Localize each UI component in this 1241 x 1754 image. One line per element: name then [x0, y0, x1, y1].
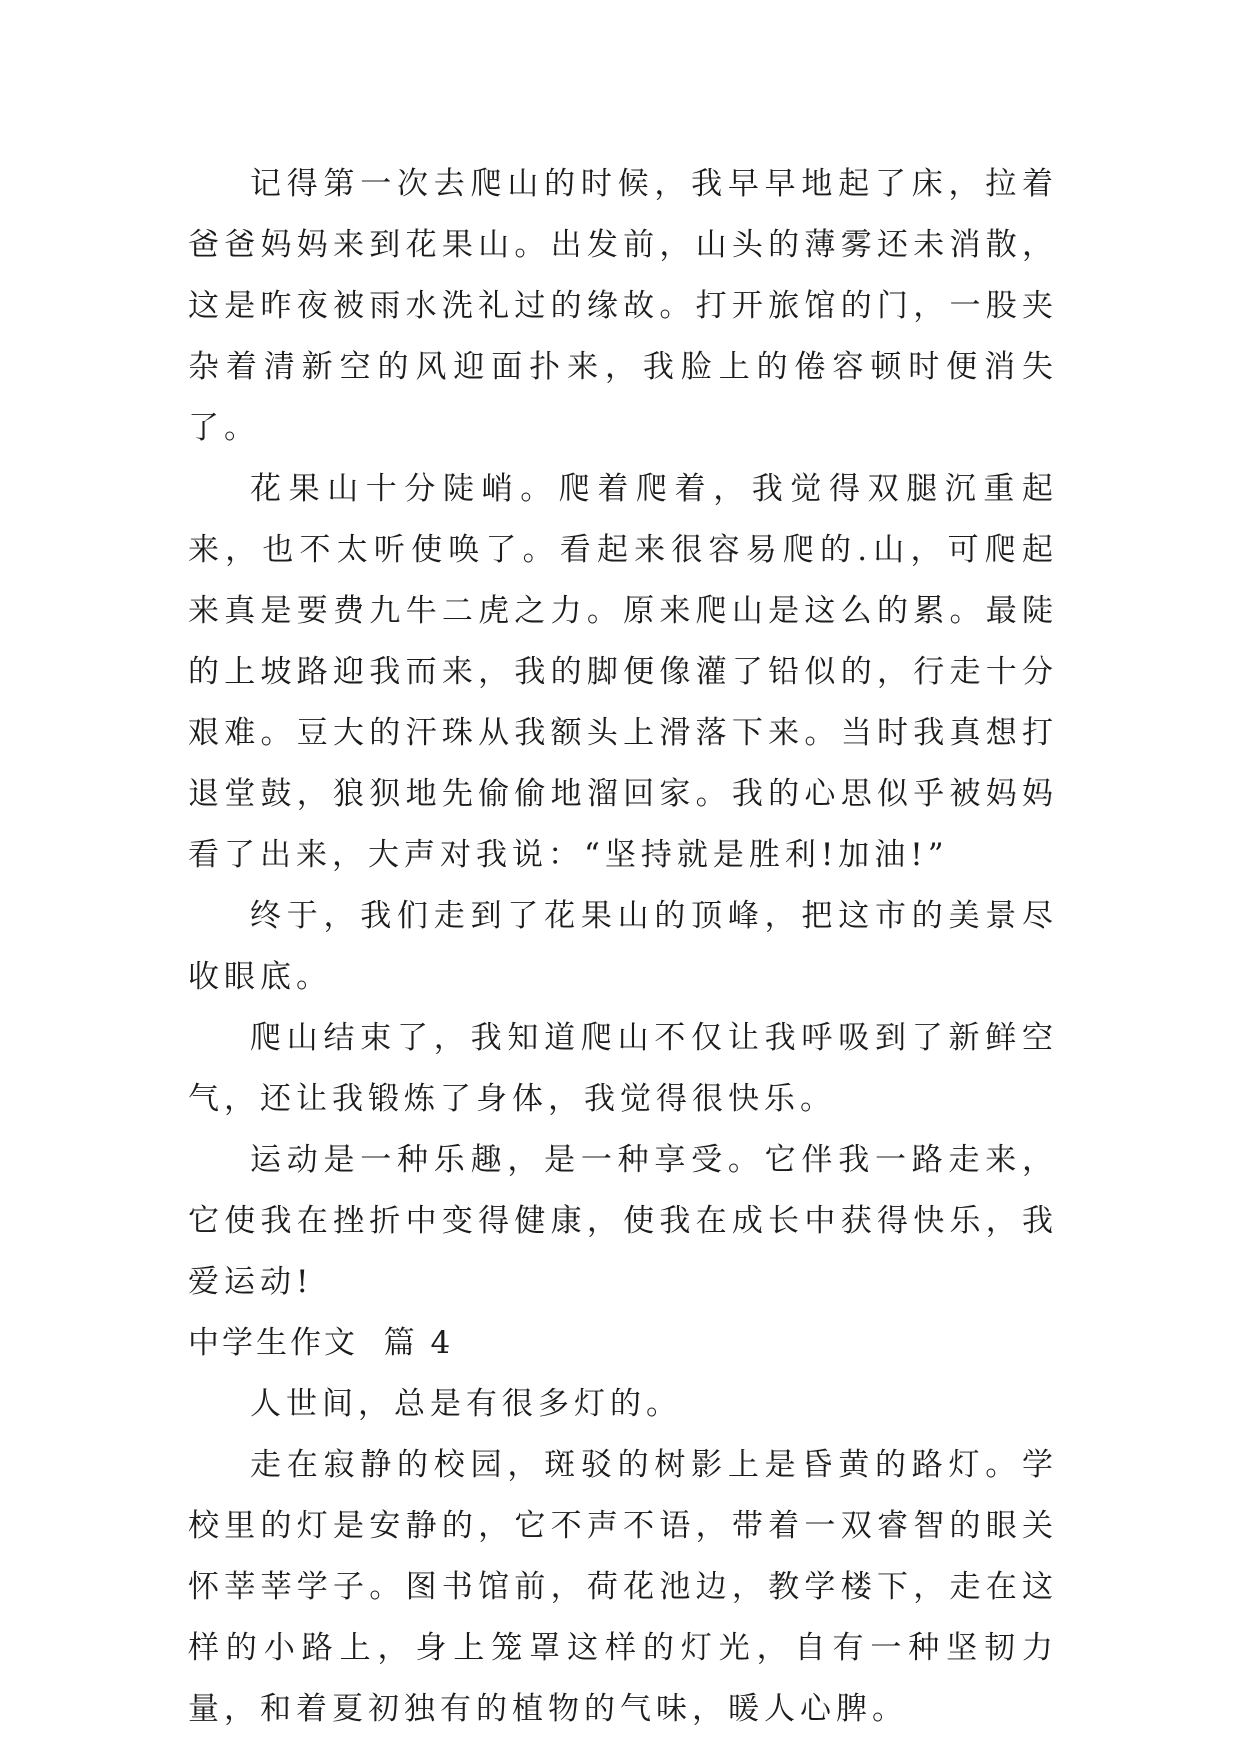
paragraph-3: 终于，我们走到了花果山的顶峰，把这市的美景尽收眼底。 — [188, 898, 1058, 995]
paragraph-6: 人世间，总是有很多灯的。 — [250, 1386, 682, 1422]
paragraph-2: 花果山十分陡峭。爬着爬着，我觉得双腿沉重起来，也不太听使唤了。看起来很容易爬的.山，可爬起来真是要费九牛二虎之力。原来爬山是这么的累。最陡的上坡路迎我而来，我的脚便像灌了铅似的，行走十分艰难。豆大的汗珠从我额头上滑落下来。当时我真想打退堂鼓，狼狈地先偷偷地溜回家。我的心思似乎被妈妈看了出来，大声对我说：“坚持就是胜利!加油!” — [188, 471, 1058, 873]
paragraph-1: 记得第一次去爬山的时候，我早早地起了床，拉着爸爸妈妈来到花果山。出发前，山头的薄雾还未消散，这是昨夜被雨水洗礼过的缘故。打开旅馆的门，一股夹杂着清新空的风迎面扑来，我脸上的倦容顿时便消失了。 — [188, 166, 1058, 446]
document-body — [188, 154, 1058, 1740]
paragraph-4: 爬山结束了，我知道爬山不仅让我呼吸到了新鲜空气，还让我锻炼了身体，我觉得很快乐。 — [188, 1020, 1058, 1117]
paragraph-7: 走在寂静的校园，斑驳的树影上是昏黄的路灯。学校里的灯是安静的，它不声不语，带着一双睿智的眼关怀莘莘学子。图书馆前，荷花池边，教学楼下，走在这样的小路上，身上笼罩这样的灯光，自有一种坚韧力量，和着夏初独有的植物的气味，暖人心脾。 — [188, 1447, 1058, 1727]
section-heading: 中学生作文 篇 4 — [188, 1325, 454, 1361]
paragraph-5: 运动是一种乐趣，是一种享受。它伴我一路走来，它使我在挫折中变得健康，使我在成长中获得快乐，我爱运动! — [188, 1142, 1058, 1300]
